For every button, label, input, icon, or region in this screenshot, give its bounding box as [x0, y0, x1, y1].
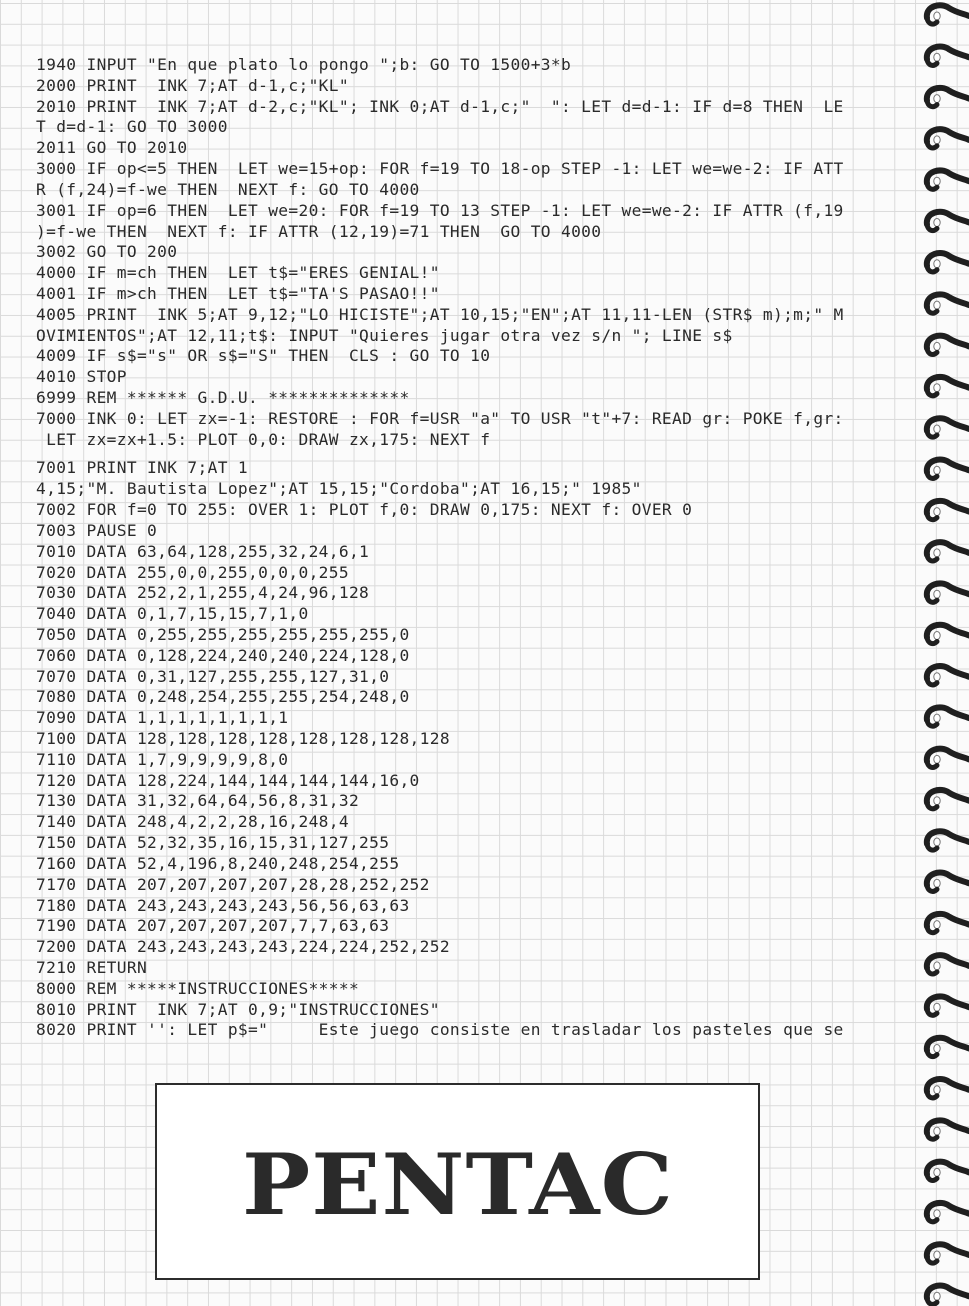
code-line-7070: 7070 DATA 0,31,127,255,255,127,31,0: [36, 666, 390, 686]
code-line-7000: 7000 INK 0: LET zx=-1: RESTORE : FOR f=USR "a" TO USR "t"+7: READ gr: POKE f,gr:: [36, 408, 844, 428]
code-line-3000-cont: R (f,24)=f-we THEN NEXT f: GO TO 4000: [36, 179, 420, 199]
code-line-7140: 7140 DATA 248,4,2,2,28,16,248,4: [36, 812, 349, 832]
spiral-ring: [927, 749, 969, 768]
spiral-ring: [927, 170, 969, 189]
code-line-7200: 7200 DATA 243,243,243,243,224,224,252,252: [36, 937, 450, 957]
spiral-ring: [927, 1286, 969, 1305]
spiral-ring: [927, 873, 969, 892]
code-line-4005: 4005 PRINT INK 5;AT 9,12;"LO HICISTE";AT 10,15;"EN";AT 11,11-LEN (STR$ m);m;" M: [36, 304, 844, 324]
code-line-7090: 7090 DATA 1,1,1,1,1,1,1,1: [36, 708, 289, 728]
code-line-3002: 3002 GO TO 200: [36, 242, 178, 262]
spiral-ring: [927, 294, 969, 313]
spiral-ring: [927, 790, 969, 809]
code-line-7010: 7010 DATA 63,64,128,255,32,24,6,1: [36, 541, 370, 561]
code-line-4005-cont: OVIMIENTOS";AT 12,11;t$: INPUT "Quieres jugar otra vez s/n "; LINE s$: [36, 325, 733, 345]
spiral-binding: [923, 0, 969, 1306]
spiral-ring: [927, 47, 969, 66]
code-line-6999: 6999 REM ****** G.D.U. **************: [36, 388, 410, 407]
code-line-3000: 3000 IF op<=5 THEN LET we=15+op: FOR f=19 TO 18-op STEP -1: LET we=we-2: IF ATT: [36, 159, 844, 179]
code-line-2010-cont: T d=d-1: GO TO 3000: [36, 117, 228, 137]
code-line-7210: 7210 RETURN: [36, 957, 148, 977]
code-line-4001: 4001 IF m>ch THEN LET t$="TA'S PASAO!!": [36, 283, 440, 303]
code-line-4009: 4009 IF s$="s" OR s$="S" THEN CLS : GO TO 10: [36, 346, 491, 366]
spiral-ring: [927, 88, 969, 107]
code-line-7150: 7150 DATA 52,32,35,16,15,31,127,255: [36, 833, 390, 853]
spiral-ring: [927, 418, 969, 437]
spiral-ring: [927, 831, 969, 850]
code-line-7001: 7001 PRINT INK 7;AT 1: [36, 458, 249, 478]
code-line-7000-cont: LET zx=zx+1.5: PLOT 0,0: DRAW zx,175: NEXT f: [36, 429, 491, 449]
code-line-3001: 3001 IF op=6 THEN LET we=20: FOR f=19 TO 13 STEP -1: LET we=we-2: IF ATTR (f,19: [36, 200, 844, 220]
spiral-ring: [927, 460, 969, 479]
code-line-4000: 4000 IF m=ch THEN LET t$="ERES GENIAL!": [36, 263, 440, 283]
spiral-ring: [927, 625, 969, 644]
code-line-7003: 7003 PAUSE 0: [36, 520, 158, 540]
code-line-2000: 2000 PRINT INK 7;AT d-1,c;"KL": [36, 75, 349, 95]
spiral-ring: [927, 583, 969, 602]
code-line-8000: 8000 REM *****INSTRUCCIONES*****: [36, 978, 360, 998]
code-line-7020: 7020 DATA 255,0,0,255,0,0,0,255: [36, 562, 349, 582]
game-title: PENTAC: [241, 1135, 674, 1234]
spiral-ring: [927, 666, 969, 685]
code-line-7170: 7170 DATA 207,207,207,207,28,28,252,252: [36, 874, 430, 894]
spiral-ring: [927, 914, 969, 933]
title-banner: [155, 1083, 760, 1280]
code-line-2010: 2010 PRINT INK 7;AT d-2,c;"KL"; INK 0;AT d-1,c;" ": LET d=d-1: IF d=8 THEN LE: [36, 96, 844, 116]
code-line-7080: 7080 DATA 0,248,254,255,255,254,248,0: [36, 687, 410, 707]
spiral-ring: [927, 1079, 969, 1098]
spiral-ring: [927, 1203, 969, 1222]
code-line-3001-cont: )=f-we THEN NEXT f: IF ATTR (12,19)=71 THEN GO TO 4000: [36, 221, 602, 241]
spiral-ring: [927, 707, 969, 726]
spiral-ring: [927, 955, 969, 974]
code-line-7001-cont: 4,15;"M. Bautista Lopez";AT 15,15;"Cordoba";AT 16,15;" 1985": [36, 479, 642, 499]
spiral-ring: [927, 129, 969, 148]
spiral-ring: [927, 377, 969, 396]
code-line-8010: 8010 PRINT INK 7;AT 0,9;"INSTRUCCIONES": [36, 999, 440, 1019]
code-line-7100: 7100 DATA 128,128,128,128,128,128,128,128: [36, 729, 450, 748]
spiral-ring: [927, 1244, 969, 1263]
spiral-ring: [927, 5, 969, 24]
code-line-8020: 8020 PRINT '': LET p$=" Este juego consiste en trasladar los pasteles que se: [36, 1020, 844, 1040]
spiral-ring: [927, 212, 969, 231]
spiral-ring: [927, 253, 969, 272]
program-listing: [36, 55, 876, 1041]
code-line-7040: 7040 DATA 0,1,7,15,15,7,1,0: [36, 604, 309, 624]
code-line-7120: 7120 DATA 128,224,144,144,144,144,16,0: [36, 770, 420, 790]
code-line-7130: 7130 DATA 31,32,64,64,56,8,31,32: [36, 791, 360, 811]
spiral-ring: [927, 542, 969, 561]
spiral-ring: [927, 1162, 969, 1181]
spiral-binding-rings: [923, 0, 969, 1306]
code-line-7050: 7050 DATA 0,255,255,255,255,255,255,0: [36, 624, 410, 644]
code-line-7160: 7160 DATA 52,4,196,8,240,248,254,255: [36, 853, 400, 873]
spiral-ring: [927, 336, 969, 355]
code-line-7060: 7060 DATA 0,128,224,240,240,224,128,0: [36, 645, 410, 665]
spiral-ring: [927, 501, 969, 520]
code-line-7110: 7110 DATA 1,7,9,9,9,9,8,0: [36, 749, 289, 769]
spiral-ring: [927, 1120, 969, 1139]
code-line-7030: 7030 DATA 252,2,1,255,4,24,96,128: [36, 583, 370, 603]
code-line-2011: 2011 GO TO 2010: [36, 138, 188, 158]
spiral-ring: [927, 996, 969, 1015]
code-line-4010: 4010 STOP: [36, 367, 127, 387]
code-line-7190: 7190 DATA 207,207,207,207,7,7,63,63: [36, 916, 390, 936]
code-line-7180: 7180 DATA 243,243,243,243,56,56,63,63: [36, 895, 410, 915]
spiral-ring: [927, 1038, 969, 1057]
code-line-7002: 7002 FOR f=0 TO 255: OVER 1: PLOT f,0: DRAW 0,175: NEXT f: OVER 0: [36, 500, 693, 520]
code-line-1940: 1940 INPUT "En que plato lo pongo ";b: GO TO 1500+3*b: [36, 55, 572, 74]
